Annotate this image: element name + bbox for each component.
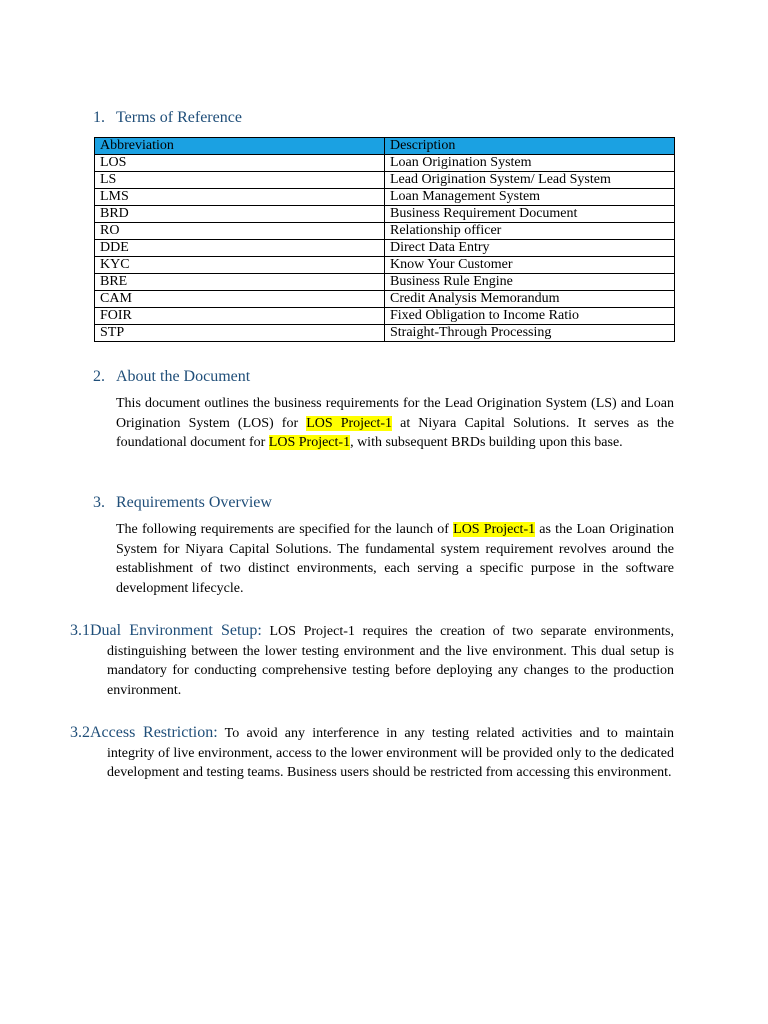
table-row — [95, 274, 675, 291]
abbr-cell: BRE — [95, 274, 385, 291]
abbr-cell: STP — [95, 325, 385, 342]
section-1-title: Terms of Reference — [116, 109, 242, 126]
description-cell: Business Rule Engine — [385, 274, 675, 291]
table-row — [95, 291, 675, 308]
description-cell: Straight-Through Processing — [385, 325, 675, 342]
abbr-cell: LOS — [95, 155, 385, 172]
section-3-title: Requirements Overview — [116, 494, 272, 511]
header-abbreviation: Abbreviation — [95, 138, 385, 155]
paragraph-text: at Niyara Capital Solutions. It serves as the foundational document for — [116, 415, 674, 450]
description-cell: Relationship officer — [385, 223, 675, 240]
table-header-row — [95, 138, 675, 155]
about-document-paragraph — [116, 394, 674, 453]
highlighted-project-name: LOS Project-1 — [306, 415, 393, 431]
table-row — [95, 189, 675, 206]
abbr-cell: LMS — [95, 189, 385, 206]
table-row — [95, 172, 675, 189]
table-row — [95, 223, 675, 240]
subsection-3-1-text: LOS Project-1 requires the creation of two separate environments, distinguishing between the lower testing environment and the live environment. This dual setup is mandatory for conducting comprehensive testing before deploying any changes to the production environment. — [107, 624, 674, 698]
subsection-3-2-text: To avoid any interference in any testing related activities and to maintain integrity of live environment, access to the lower environment will be provided only to the dedicated development and testing teams. Business users should be restricted from accessing this environment. — [107, 726, 675, 780]
abbr-cell: FOIR — [95, 308, 385, 325]
section-3-heading — [93, 494, 272, 512]
description-cell: Business Requirement Document — [385, 206, 675, 223]
subsection-3-1 — [70, 621, 674, 700]
highlighted-project-name: LOS Project-1 — [268, 435, 351, 450]
subsection-3-2-label: 3.2Access Restriction: — [70, 724, 218, 741]
table-row — [95, 155, 675, 172]
subsection-3-1-label: 3.1Dual Environment Setup: — [70, 622, 262, 639]
description-cell: Direct Data Entry — [385, 240, 675, 257]
section-1-heading — [93, 109, 242, 127]
paragraph-text: The following requirements are specified for the launch of — [116, 522, 454, 537]
paragraph-text: This document outlines the business requirements for the Lead Origination System (LS) and Loan Origination System (LOS) for — [116, 396, 674, 431]
table-row — [95, 257, 675, 274]
paragraph-text: , with subsequent BRDs building upon this base. — [350, 435, 623, 450]
description-cell: Credit Analysis Memorandum — [385, 291, 675, 308]
description-cell: Fixed Obligation to Income Ratio — [385, 308, 675, 325]
abbr-cell: CAM — [95, 291, 385, 308]
table-row — [95, 325, 675, 342]
highlighted-project-name: LOS Project-1 — [453, 522, 536, 537]
abbr-cell: KYC — [95, 257, 385, 274]
description-cell: Know Your Customer — [385, 257, 675, 274]
requirements-overview-paragraph — [116, 520, 674, 598]
section-1-number: 1. — [93, 109, 105, 126]
abbr-cell: RO — [95, 223, 385, 240]
abbr-cell: DDE — [95, 240, 385, 257]
table-row — [95, 308, 675, 325]
table-row — [95, 206, 675, 223]
description-cell: Loan Management System — [385, 189, 675, 206]
description-cell: Lead Origination System/ Lead System — [385, 172, 675, 189]
section-2-number: 2. — [93, 368, 105, 385]
section-2-heading — [93, 368, 250, 386]
abbr-cell: BRD — [95, 206, 385, 223]
section-3-number: 3. — [93, 494, 105, 511]
paragraph-text: as the Loan Origination System for Niyara Capital Solutions. The fundamental system requirement revolves around the establishment of two distinct environments, each serving a specific purpose in the software development lifecycle. — [116, 522, 674, 596]
abbreviation-table — [94, 137, 675, 342]
subsection-3-2 — [70, 723, 674, 783]
description-cell: Loan Origination System — [385, 155, 675, 172]
table-row — [95, 240, 675, 257]
section-2-title: About the Document — [116, 368, 251, 385]
header-description: Description — [385, 138, 675, 155]
abbr-cell: LS — [95, 172, 385, 189]
